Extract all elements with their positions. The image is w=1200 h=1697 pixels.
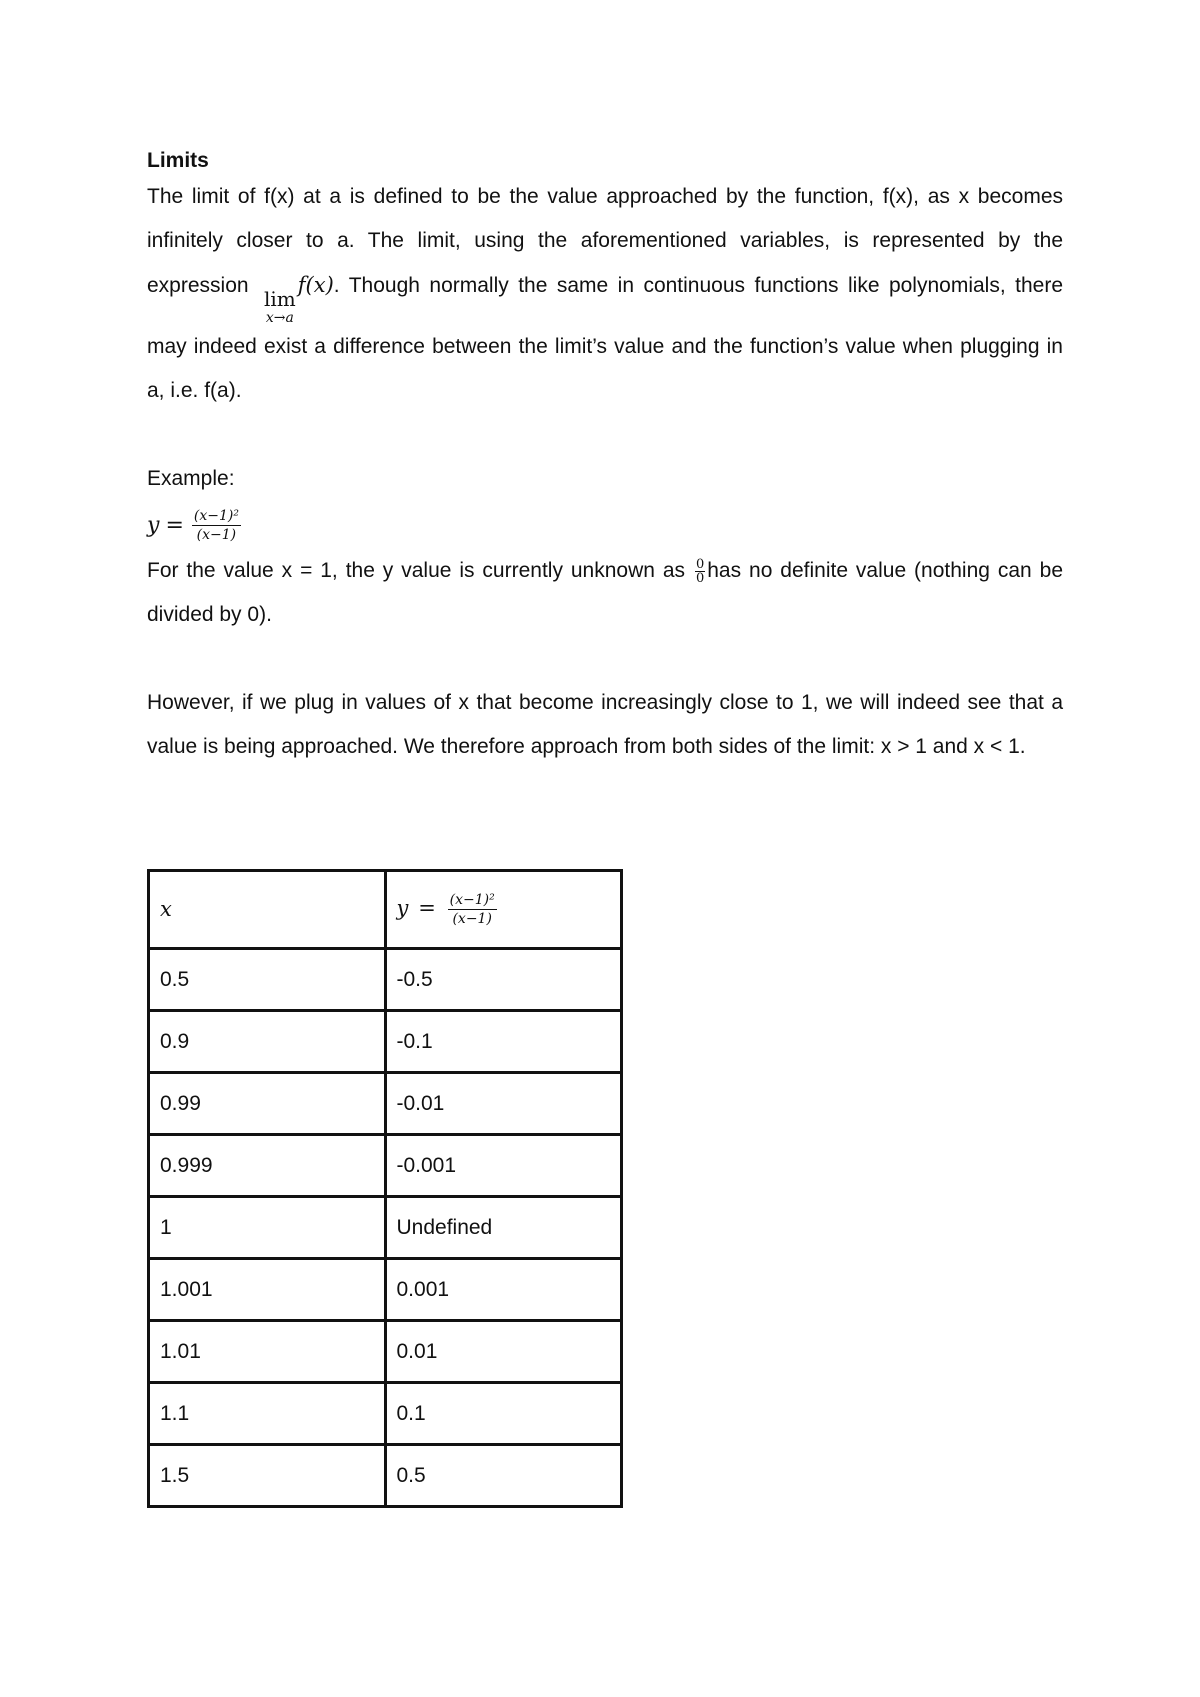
- limit-subscript: x→a: [265, 310, 294, 326]
- x-value-cell: 1.001: [149, 1259, 386, 1321]
- spacer: [147, 637, 1063, 681]
- header-x: x: [160, 897, 172, 921]
- header-x-cell: [149, 871, 386, 949]
- header-y-cell: [385, 871, 622, 949]
- limit-word: lim: [264, 287, 296, 311]
- y-value-cell: 0.001: [385, 1259, 622, 1321]
- table-row: [149, 949, 622, 1011]
- limit-function: f(x): [297, 273, 334, 297]
- header-y-denominator: (x−1): [452, 911, 492, 927]
- x-value-cell: 1.1: [149, 1383, 386, 1445]
- table-row: [149, 1445, 622, 1507]
- zero-numerator: 0: [695, 556, 705, 572]
- equation-equals: =: [165, 512, 184, 538]
- table-row: [149, 1073, 622, 1135]
- header-y-numerator: (x−1)²: [449, 892, 495, 908]
- zero-over-zero-fraction: [695, 558, 705, 585]
- header-y-lhs: y: [396, 896, 409, 921]
- limit-notation: [264, 289, 296, 325]
- x-value-cell: 0.99: [149, 1073, 386, 1135]
- spacer: [147, 413, 1063, 457]
- x-value-cell: 0.9: [149, 1011, 386, 1073]
- header-y-equals: =: [418, 896, 436, 921]
- y-value-cell: -0.1: [385, 1011, 622, 1073]
- example-equation: [147, 501, 1063, 549]
- values-table: [147, 869, 623, 1508]
- zero-denominator: 0: [695, 570, 705, 586]
- table-header-row: [149, 871, 622, 949]
- equation-numerator: (x−1)²: [193, 507, 239, 524]
- equation-denominator: (x−1): [196, 526, 237, 543]
- x-value-cell: 1: [149, 1197, 386, 1259]
- x-value-cell: 0.999: [149, 1135, 386, 1197]
- x-value-cell: 0.5: [149, 949, 386, 1011]
- header-y-fraction: [448, 893, 497, 926]
- table-row: [149, 1135, 622, 1197]
- approach-paragraph: However, if we plug in values of x that become increasingly close to 1, we will indeed see that a value is being approached. We therefore approach from both sides of the limit: x > 1 and x < 1.: [147, 691, 1063, 758]
- x-value-cell: 1.01: [149, 1321, 386, 1383]
- table-row: [149, 1197, 622, 1259]
- y-value-cell: 0.01: [385, 1321, 622, 1383]
- table-row: [149, 1383, 622, 1445]
- section-heading: Limits: [147, 149, 209, 172]
- table-row: [149, 1011, 622, 1073]
- y-value-cell: 0.5: [385, 1445, 622, 1507]
- definition-text-continued: . Though normally the same in continuous functions like polynomials, there may indeed exist a difference between the limit’s value and the function’s value when plugging in a, i.e. f(a).: [147, 274, 1063, 402]
- y-value-cell: 0.1: [385, 1383, 622, 1445]
- table-row: [149, 1321, 622, 1383]
- document-page: [147, 147, 1063, 769]
- y-value-cell: -0.5: [385, 949, 622, 1011]
- definition-paragraph: [147, 175, 1063, 413]
- definition-text: The limit of f(x) at a is defined to be the value approached by the function, f(x), as x becomes infinitely closer to a. The limit, using the aforementioned variables, is represented by the expression: [147, 185, 1063, 297]
- y-value-cell: -0.001: [385, 1135, 622, 1197]
- equation-lhs: y: [147, 512, 160, 538]
- undefined-paragraph: [147, 549, 1063, 637]
- table-row: [149, 1259, 622, 1321]
- undefined-text-continued: has no definite value (nothing can be divided by 0).: [147, 559, 1063, 626]
- x-value-cell: 1.5: [149, 1445, 386, 1507]
- y-value-cell: -0.01: [385, 1073, 622, 1135]
- example-label: Example:: [147, 467, 235, 490]
- y-value-cell: Undefined: [385, 1197, 622, 1259]
- equation-fraction: [192, 509, 241, 542]
- undefined-text: For the value x = 1, the y value is currently unknown as: [147, 559, 693, 582]
